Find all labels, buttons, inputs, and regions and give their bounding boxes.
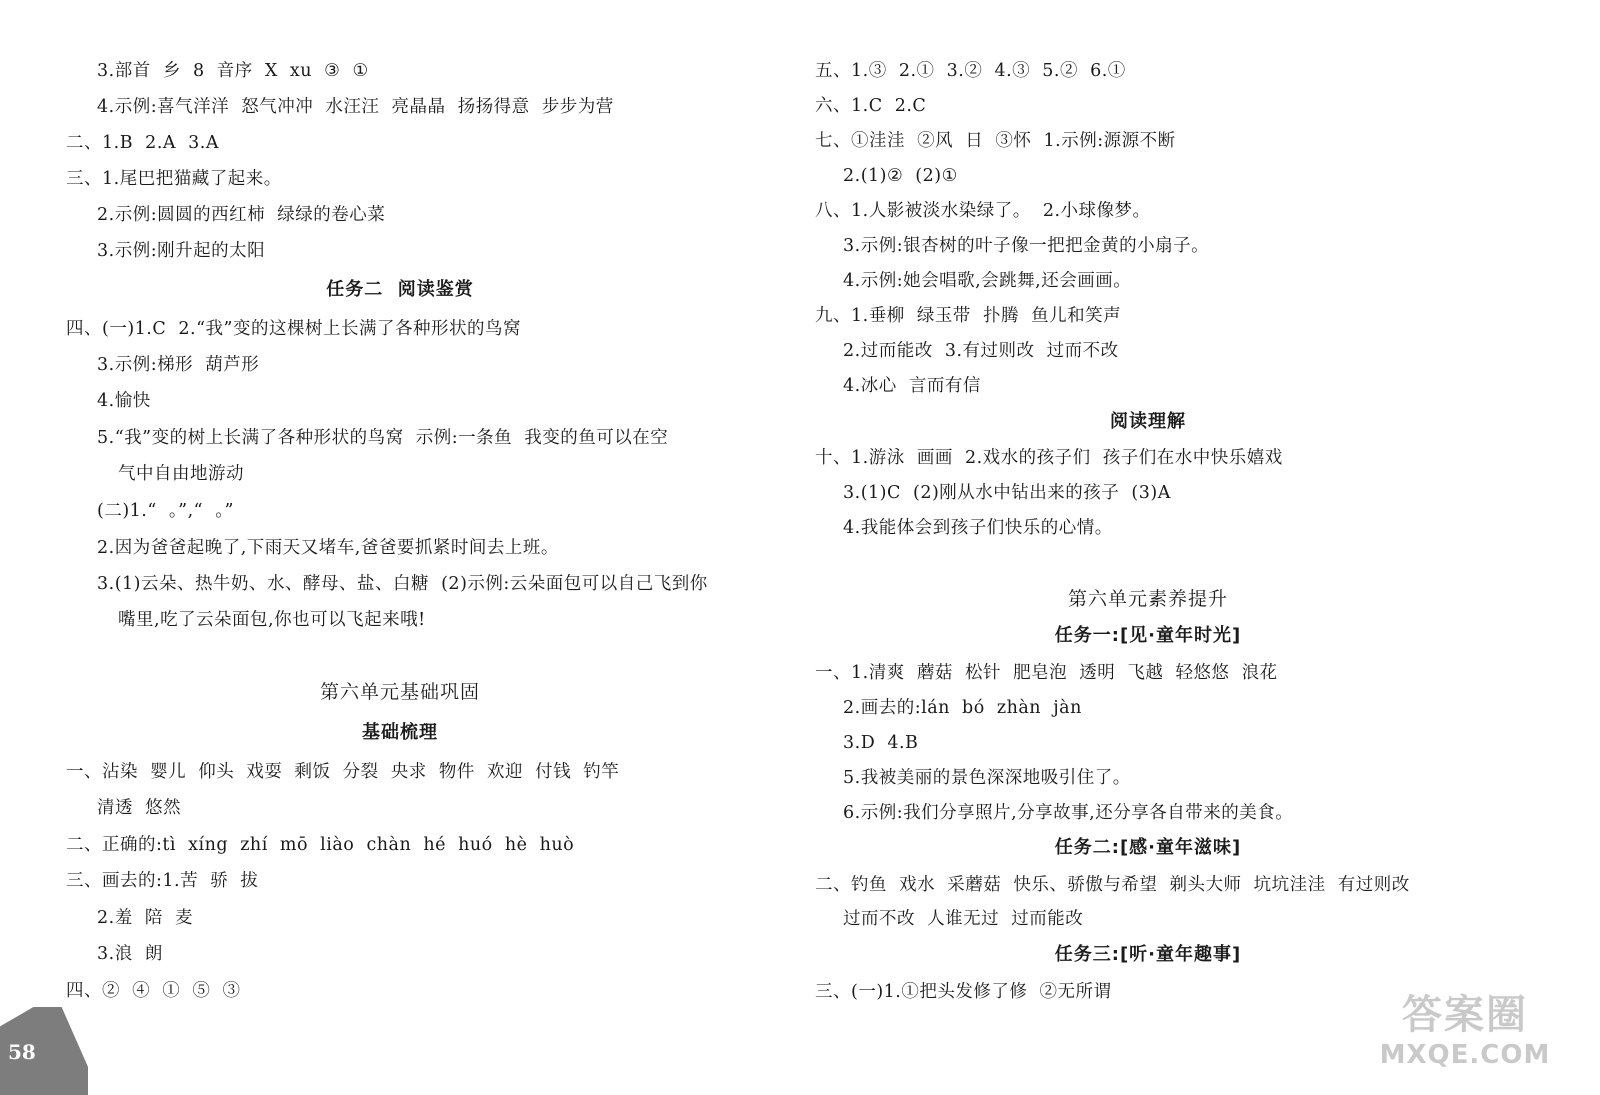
answer-line: 二、正确的:tì xíng zhí mō liào chàn hé huó hè huò xyxy=(66,835,575,855)
answer-line: 三、(一)1.①把头发修了修 ②无所谓 xyxy=(815,982,1112,1002)
unit-title: 第六单元基础巩固 xyxy=(319,681,480,703)
watermark-url: MXQE.COM xyxy=(1379,1040,1551,1070)
answer-line: 3.浪 朗 xyxy=(97,944,163,964)
answer-line: 清透 悠然 xyxy=(97,798,182,818)
answer-line: 三、画去的:1.苦 骄 拔 xyxy=(66,871,259,891)
answer-line: 九、1.垂柳 绿玉带 扑腾 鱼儿和笑声 xyxy=(815,306,1122,326)
answer-line: 3.示例:刚升起的太阳 xyxy=(97,241,266,261)
answer-line: 三、1.尾巴把猫藏了起来。 xyxy=(66,169,282,189)
answer-line: 4.示例:她会唱歌,会跳舞,还会画画。 xyxy=(843,271,1132,291)
answer-line: 一、1.清爽 蘑菇 松针 肥皂泡 透明 飞越 轻悠悠 浪花 xyxy=(815,663,1278,683)
site-watermark xyxy=(1340,991,1590,1091)
answer-line: 6.示例:我们分享照片,分享故事,还分享各自带来的美食。 xyxy=(843,803,1294,823)
answer-line: 六、1.C 2.C xyxy=(815,96,927,116)
answer-line: 二、1.B 2.A 3.A xyxy=(66,133,219,153)
answer-line: 嘴里,吃了云朵面包,你也可以飞起来哦! xyxy=(118,610,426,630)
answer-line: 七、①洼洼 ②风 日 ③怀 1.示例:源源不断 xyxy=(815,131,1176,151)
answer-line: 5.“我”变的树上长满了各种形状的鸟窝 示例:一条鱼 我变的鱼可以在空 xyxy=(97,428,669,448)
answer-line: 4.我能体会到孩子们快乐的心情。 xyxy=(843,518,1113,538)
answer-line: 4.冰心 言而有信 xyxy=(843,376,981,396)
answer-line: 气中自由地游动 xyxy=(118,464,244,484)
answer-line: 3.(1)C (2)刚从水中钻出来的孩子 (3)A xyxy=(843,483,1171,503)
answer-line: 2.过而能改 3.有过则改 过而不改 xyxy=(843,341,1119,361)
answer-line: 3.部首 乡 8 音序 X xu ③ ① xyxy=(97,61,369,81)
answer-line: 3.示例:银杏树的叶子像一把把金黄的小扇子。 xyxy=(843,236,1210,256)
answer-line: 十、1.游泳 画画 2.戏水的孩子们 孩子们在水中快乐嬉戏 xyxy=(815,448,1283,468)
section-title: 任务二 阅读鉴赏 xyxy=(326,279,474,300)
answer-line: (二)1.“ 。”,“ 。” xyxy=(97,501,234,521)
unit-title: 第六单元素养提升 xyxy=(1067,588,1228,610)
answer-line: 2.画去的:lán bó zhàn jàn xyxy=(843,698,1082,718)
answer-line: 2.(1)② (2)① xyxy=(843,166,958,186)
section-title: 阅读理解 xyxy=(1110,411,1186,432)
answer-line: 一、沾染 婴儿 仰头 戏耍 剩饭 分裂 央求 物件 欢迎 付钱 钓竿 xyxy=(66,762,620,782)
section-title: 任务二:[感·童年滋味] xyxy=(1054,837,1242,858)
answer-line: 2.示例:圆圆的西红柿 绿绿的卷心菜 xyxy=(97,205,386,225)
answer-line: 四、(一)1.C 2.“我”变的这棵树上长满了各种形状的鸟窝 xyxy=(66,319,521,339)
page-number: 58 xyxy=(8,1040,36,1064)
answer-line: 五、1.③ 2.① 3.② 4.③ 5.② 6.① xyxy=(815,61,1126,81)
answer-line: 2.羞 陪 麦 xyxy=(97,908,193,928)
answer-line: 3.(1)云朵、热牛奶、水、酵母、盐、白糖 (2)示例:云朵面包可以自己飞到你 xyxy=(97,574,708,594)
section-title: 任务三:[听·童年趣事] xyxy=(1054,944,1242,965)
answer-line: 5.我被美丽的景色深深地吸引住了。 xyxy=(843,768,1131,788)
answer-line: 4.示例:喜气洋洋 怒气冲冲 水汪汪 亮晶晶 扬扬得意 步步为营 xyxy=(97,97,614,117)
answer-line: 二、钓鱼 戏水 采蘑菇 快乐、骄傲与希望 剃头大师 坑坑洼洼 有过则改 xyxy=(815,875,1410,895)
watermark-logo-text: 答案圈 xyxy=(1402,992,1528,1038)
answer-line: 4.愉快 xyxy=(97,391,151,411)
answer-line: 过而不改 人谁无过 过而能改 xyxy=(843,909,1084,929)
section-title: 基础梳理 xyxy=(362,722,438,743)
section-title: 任务一:[见·童年时光] xyxy=(1054,625,1242,646)
answer-line: 3.D 4.B xyxy=(843,733,919,753)
answer-line: 3.示例:梯形 葫芦形 xyxy=(97,355,260,375)
answer-line: 四、② ④ ① ⑤ ③ xyxy=(66,981,241,1001)
answer-line: 八、1.人影被淡水染绿了。 2.小球像梦。 xyxy=(815,201,1151,221)
answer-line: 2.因为爸爸起晚了,下雨天又堵车,爸爸要抓紧时间去上班。 xyxy=(97,538,559,558)
